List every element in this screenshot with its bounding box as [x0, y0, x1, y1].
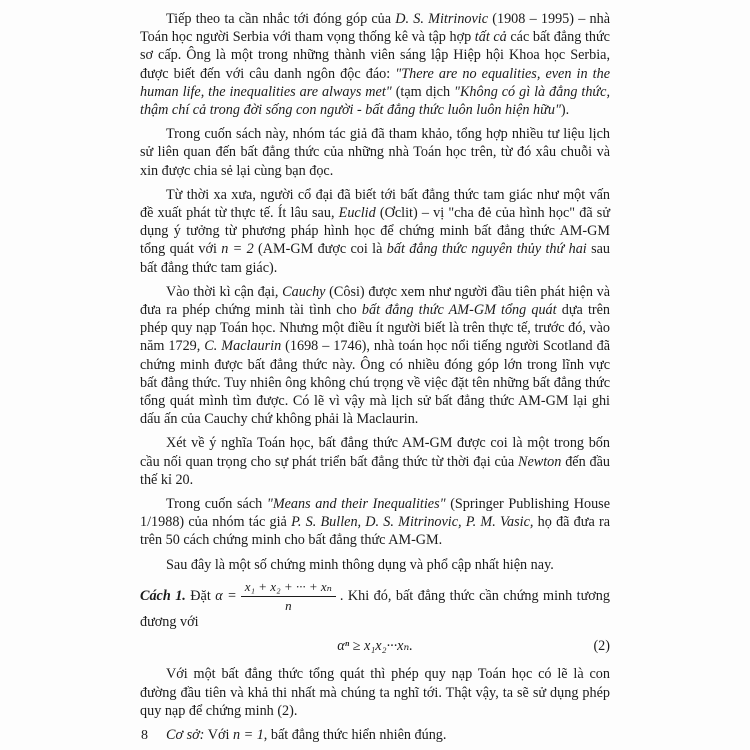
page-body: [140, 10, 610, 750]
equation-2: [140, 637, 610, 655]
paragraph-proofs-intro: Sau đây là một số chứng minh thông dụng và phổ cập nhất hiện nay.: [166, 556, 554, 573]
paragraph-mitrinovic: Tiếp theo ta cần nhắc tới đóng góp của D. S. Mitrinovic (1908 – 1995) – nhà Toán học người Serbia với tham vọng thống kê và tập hợp tất cả các bất đẳng thức sơ cấp. Ông là một trong những thành viên sáng lập Hiệp hội Khoa học Serbia, được biết đến với câu danh ngôn độc đáo: "There are no equalities, even in the human life, the inequalities are always met" (tạm dịch "Không có gì là đẳng thức, thậm chí cả trong đời sống con người - bất đẳng thức luôn luôn hiện hữu").: [140, 11, 611, 119]
alpha-definition-lhs: α =: [215, 587, 237, 604]
paragraph-base-case: Cơ sở: Với n = 1, bất đẳng thức hiển nhiên đúng.: [166, 726, 447, 743]
paragraph-euclid: Từ thời xa xưa, người cổ đại đã biết tới bất đẳng thức tam giác như một vấn đề xuất phát từ thực tế. Ít lâu sau, Euclid (Ơclit) – vị "cha đẻ của hình học" đã sử dụng ý tưởng từ phương pháp hình học để chứng minh bất đẳng thức AM-GM tổng quát với n = 2 (AM-GM được coi là bất đẳng thức nguyên thủy thứ hai sau bất đẳng thức tam giác).: [140, 186, 611, 276]
paragraph-method-1: Cách 1. Đặt α = $\frac{\text{x₁ + x₂ + ··· + xₙ}}{n}$ . Khi đó, bất đẳng thức cần chứng minh tương đương với: [140, 578, 610, 630]
paragraph-induction: Với một bất đẳng thức tổng quát thì phép quy nạp Toán học có lẽ là con đường đầu tiên và khả thi nhất mà chúng ta nghĩ tới. Thật vậy, ta sẽ sử dụng phép quy nạp để chứng minh (2).: [140, 666, 610, 719]
equation-number: (2): [593, 638, 610, 655]
paragraph-book-intro: Trong cuốn sách này, nhóm tác giả đã tham khảo, tổng hợp nhiều tư liệu lịch sử liên quan đến bất đẳng thức của những nhà Toán học trên, từ đó xâu chuỗi và xin được chia sẻ lại cùng bạn đọc.: [140, 126, 610, 179]
fraction-numerator: x₁ + x₂ + ··· + xₙ: [241, 580, 336, 597]
page-number: 8: [141, 728, 148, 743]
paragraph-significance: Xét về ý nghĩa Toán học, bất đẳng thức AM-GM được coi là một trong bốn cầu nối quan trọng cho sự phát triển bất đẳng thức từ thời đại của Newton đến đầu thế kỉ 20.: [140, 435, 610, 488]
fraction-denominator: n: [285, 597, 292, 613]
paragraph-means-book: Trong cuốn sách "Means and their Inequalities" (Springer Publishing House 1/1988) của nhóm tác giả P. S. Bullen, D. S. Mitrinovic, P. M. Vasic, họ đã đưa ra trên 50 cách chứng minh cho bất đẳng thức AM-GM.: [140, 496, 610, 549]
equation-expression: αⁿ ≥ x₁x₂···xₙ.: [337, 638, 413, 655]
method-label: Cách 1.: [140, 587, 186, 604]
alpha-fraction: [241, 580, 336, 613]
paragraph-cauchy: Vào thời kì cận đại, Cauchy (Côsi) được xem như người đầu tiên phát hiện và đưa ra phép chứng minh tài tình cho bất đẳng thức AM-GM tổng quát dựa trên phép quy nạp Toán học. Nhưng một điều ít người biết là trên thực tế, trước đó, vào năm 1729, C. Maclaurin (1698 – 1746), nhà toán học nổi tiếng người Scotland đã chứng minh được bất đẳng thức này. Ông có nhiều đóng góp lớn trong lĩnh vực bất đẳng thức. Tuy nhiên ông không chú trọng về việc đặt tên những bất đẳng thức tổng quát mình tìm được. Có lẽ vì vậy mà lịch sử bất đẳng thức AM-GM lại ghi dấu ấn của Cauchy chứ không phải là Maclaurin.: [140, 283, 611, 428]
